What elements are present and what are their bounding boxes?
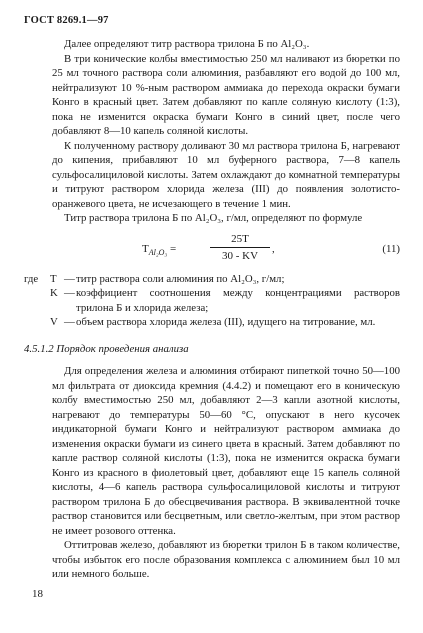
definition-row: V — объем раствора хлорида железа (III), идущего на титрование, мл.	[24, 315, 400, 330]
formula-comma: ,	[272, 242, 275, 255]
formula-fraction	[210, 232, 270, 264]
paragraph: Оттитровав железо, добавляют из бюретки трилон Б в таком количестве, чтобы избыток его после образования комплекса с алюминием был 10 мл или немного больше.	[52, 539, 400, 580]
definition-text: титр раствора соли алюминия по Al₂O₃, г/мл;	[76, 272, 285, 285]
definition-row: K — коэффициент соотношения между концентрациями растворов трилона Б и хлорида железа;	[50, 287, 400, 314]
page-header: ГОСТ 8269.1—97	[24, 15, 109, 26]
definitions	[24, 272, 400, 330]
formula-lhs: $T_{Al_2O_3}$ =	[142, 242, 177, 257]
paragraph: Далее определяют титр раствора трилона Б по Al₂O₃.	[64, 38, 310, 50]
definition-text: объем раствора хлорида железа (III), идущего на титрование, мл.	[76, 316, 376, 328]
paragraph: Для определения железа и алюминия отбирают пипеткой точно 50—100 мл фильтрата от диоксида кремния (4.4.2) и помещают его в коническую колбу вместимостью 250 мл, добавляют 2—3 капли азотной кислоты, нагревают до температуры 50—60 °С, опускают в него кусочек индикаторной бумаги Конго и нейтрализуют раствором аммиака до изменения окраски бумаги из синего цвета в красный. Затем добавляют по капле раствор соляной кислоты (1:3), пока не изменится окраска бумаги Конго из красного в фиолетовый цвет, добавляют еще 15 капель соляной кислоты, 4—6 капель раствора сульфосалициловой кислоты и титруют раствором трилона Б до обесцвечивания раствора. В эквивалентной точке раствор становится или бесцветным, или светло-желтым, при этом раствор не имеет розового оттенка.	[52, 365, 400, 537]
section-subheading: 4.5.1.2 Порядок проведения анализа	[24, 342, 189, 355]
definition-text: коэффициент соотношения между концентрациями растворов трилона Б и хлорида железа;	[76, 287, 400, 314]
formula-numerator: 25T	[210, 232, 270, 249]
formula-denominator: 30 - KV	[221, 250, 259, 262]
definition-symbol: T	[50, 272, 57, 285]
definition-symbol: V	[50, 316, 58, 328]
definition-row: где T — титр раствора соли алюминия по Al₂O₃, г/мл;	[24, 272, 400, 287]
formula-number: (11)	[382, 242, 400, 255]
paragraph: К полученному раствору доливают 30 мл раствора трилона Б, нагревают до кипения, прибавляют 10 мл буферного раствора, 7—8 капель сульфосалициловой кислоты. Затем охлаждают до комнатной температуры и титруют раствором хлорида железа (III) до появления золотисто-оранжевого цвета, не исчезающего в течение 1 мин.	[52, 139, 400, 210]
page-number: 18	[32, 588, 43, 600]
document-body	[24, 37, 400, 582]
definitions-lead: где	[24, 272, 39, 285]
formula-11	[52, 232, 400, 268]
paragraph: Титр раствора трилона Б по Al₂O₃, г/мл, определяют по формуле	[64, 212, 363, 224]
definition-symbol: K	[50, 287, 58, 299]
paragraph: В три конические колбы вместимостью 250 мл наливают из бюретки по 25 мл точного раствора соли алюминия, разбавляют его водой до 100 мл, нейтрализуют 10 %-ным раствором аммиака до перехода окраски бумаги Конго в красный цвет. Затем добавляют по капле соляную кислоту (1:3), пока не изменится окраска бумаги Конго в синий цвет, после чего добавляют 8—10 капель соляной кислоты.	[52, 52, 400, 137]
